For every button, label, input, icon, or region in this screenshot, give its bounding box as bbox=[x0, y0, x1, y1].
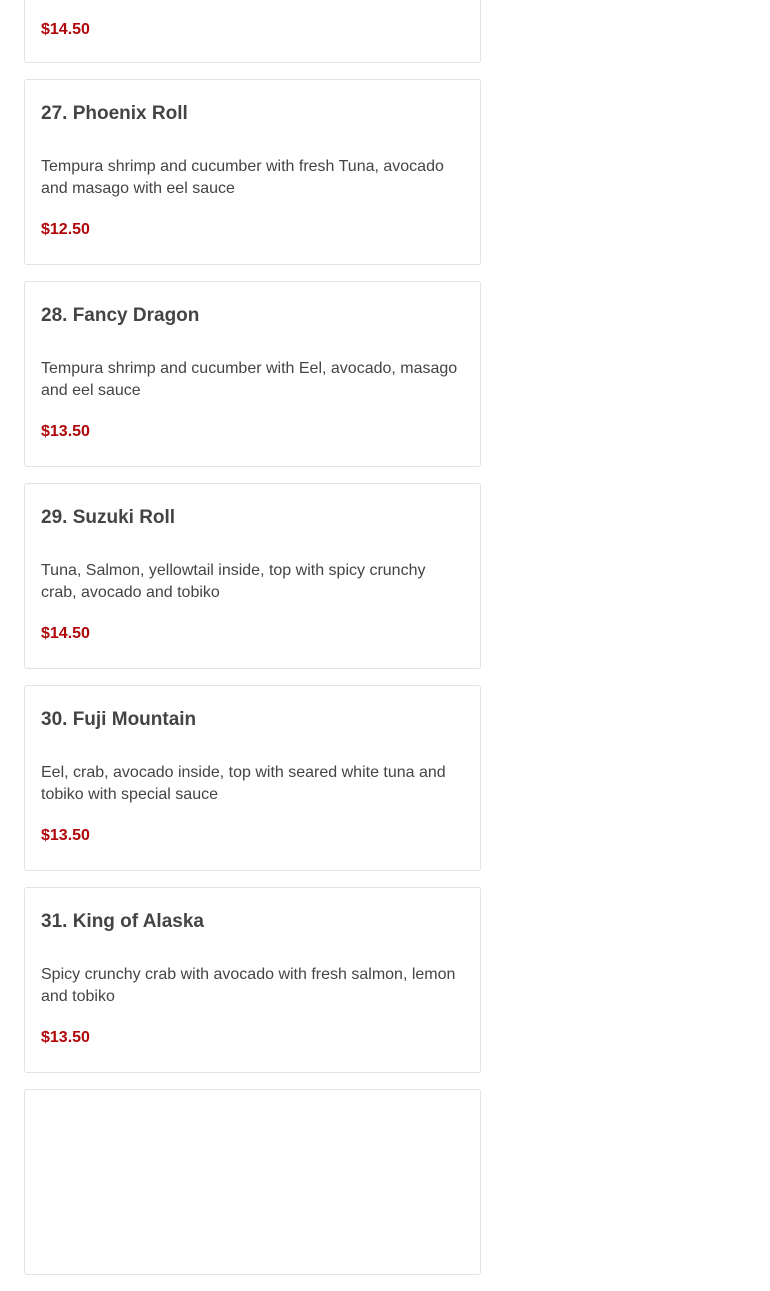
menu-item-title: 27. Phoenix Roll bbox=[41, 103, 188, 124]
menu-item-price: $14.50 bbox=[41, 21, 90, 38]
menu-item-price: $13.50 bbox=[41, 423, 90, 440]
menu-item-price: $13.50 bbox=[41, 827, 90, 844]
menu-item-description: Eel, crab, avocado inside, top with seared white tuna and tobiko with special sauce bbox=[41, 764, 446, 803]
menu-item-list bbox=[24, 0, 481, 1291]
menu-item-card[interactable] bbox=[24, 79, 481, 265]
menu-item-card[interactable] bbox=[24, 0, 481, 63]
menu-item-description: Spicy crunchy crab with avocado with fresh salmon, lemon and tobiko bbox=[41, 966, 456, 1005]
menu-item-description: Tempura shrimp and cucumber with Eel, avocado, masago and eel sauce bbox=[41, 360, 458, 399]
menu-item-title: 31. King of Alaska bbox=[41, 911, 204, 932]
menu-item-title: 28. Fancy Dragon bbox=[41, 305, 200, 326]
menu-item-price: $14.50 bbox=[41, 625, 90, 642]
menu-item-description: Tuna, Salmon, yellowtail inside, top with spicy crunchy crab, avocado and tobiko bbox=[41, 562, 426, 601]
menu-item-card[interactable] bbox=[24, 685, 481, 871]
menu-item-title: 30. Fuji Mountain bbox=[41, 709, 197, 730]
menu-item-price: $13.50 bbox=[41, 1029, 90, 1046]
menu-item-description: Tempura shrimp and cucumber with fresh Tuna, avocado and masago with eel sauce bbox=[41, 158, 444, 197]
menu-item-title: 29. Suzuki Roll bbox=[41, 507, 176, 528]
menu-item-card[interactable] bbox=[24, 887, 481, 1073]
menu-item-card[interactable] bbox=[24, 483, 481, 669]
menu-item-card-next[interactable] bbox=[24, 1089, 481, 1275]
menu-item-price: $12.50 bbox=[41, 221, 90, 238]
menu-item-card[interactable] bbox=[24, 281, 481, 467]
